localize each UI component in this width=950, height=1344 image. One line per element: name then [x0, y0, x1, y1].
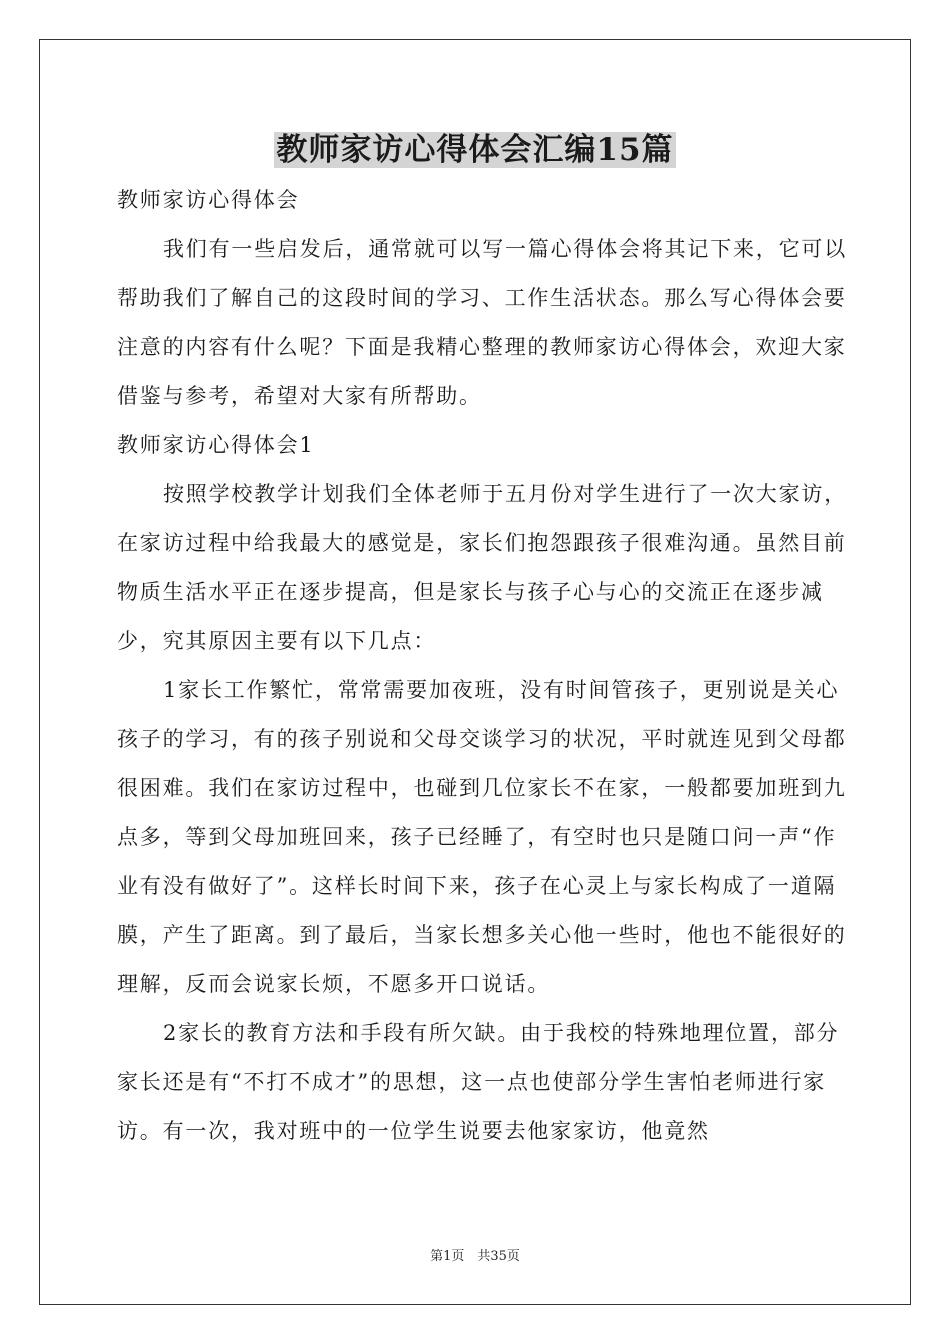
article-paragraph: 1家长工作繁忙，常常需要加夜班，没有时间管孩子，更别说是关心孩子的学习，有的孩子别说和父母交谈学习的状况，平时就连见到父母都很困难。我们在家访过程中，也碰到几位家长不在家，一般都要加班到九点多，等到父母加班回来，孩子已经睡了，有空时也只是随口问一声“作业有没有做好了”。这样长时间下来，孩子在心灵上与家长构成了一道隔膜，产生了距离。到了最后，当家长想多关心他一些时，他也不能很好的理解，反而会说家长烦，不愿多开口说话。 — [117, 678, 847, 996]
article-heading: 教师家访心得体会1 — [117, 433, 315, 457]
article-paragraph: 2家长的教育方法和手段有所欠缺。由于我校的特殊地理位置，部分家长还是有“不打不成才”的思想，这一点也使部分学生害怕老师进行家访。有一次，我对班中的一位学生说要去他家家访，他竟然 — [117, 1021, 840, 1143]
intro-paragraph: 我们有一些启发后，通常就可以写一篇心得体会将其记下来，它可以帮助我们了解自己的这段时间的学习、工作生活状态。那么写心得体会要注意的内容有什么呢？下面是我精心整理的教师家访心得体会，欢迎大家借鉴与参考，希望对大家有所帮助。 — [117, 237, 847, 408]
section-title: 教师家访心得体会 — [117, 188, 300, 212]
document-title — [0, 124, 950, 176]
document-title-text: 教师家访心得体会汇编15篇 — [276, 132, 674, 168]
document-body — [117, 176, 847, 1156]
article-paragraph: 按照学校教学计划我们全体老师于五月份对学生进行了一次大家访，在家访过程中给我最大的感觉是，家长们抱怨跟孩子很难沟通。虽然目前物质生活水平正在逐步提高，但是家长与孩子心与心的交流正在逐步减少，究其原因主要有以下几点： — [117, 482, 847, 653]
page-number-footer: 第1页 共35页 — [430, 1249, 520, 1264]
